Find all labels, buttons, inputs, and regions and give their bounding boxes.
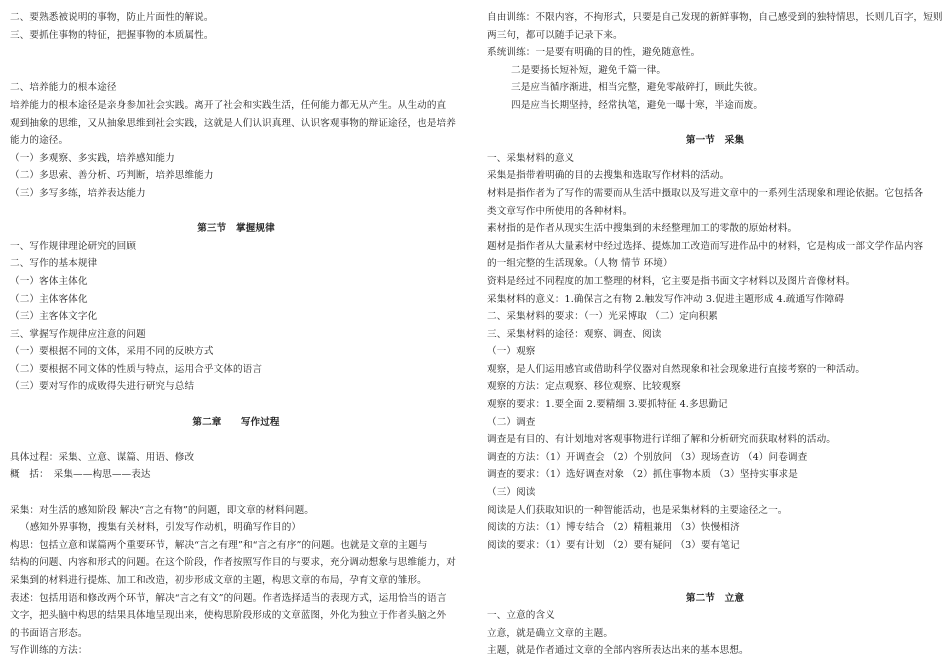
text-line: （一）观察 bbox=[487, 346, 536, 358]
text-line bbox=[10, 203, 462, 221]
text-line: 观到抽象的思维，又从抽象思维到社会实践，这就是人们认识真理、认识客观事物的辩证途径，也是培养 bbox=[10, 117, 456, 129]
text-line: 具体过程：采集、立意、谋篇、用语、修改 bbox=[10, 451, 195, 463]
text-line: 材料是指作者为了写作的需要而从生活中摄取以及写进文章中的一系列生活现象和理论依据。它包括各 bbox=[487, 187, 924, 199]
text-line: （三）阅读 bbox=[487, 487, 536, 499]
text-line: 写作训练的方法： bbox=[10, 645, 88, 657]
text-line: 资料是经过不同程度的加工整理的材料，它主要是指书面文字材料以及图片音像材料。 bbox=[487, 275, 856, 287]
text-line bbox=[487, 115, 943, 133]
text-line: 一、写作规律理论研究的回顾 bbox=[10, 240, 137, 252]
text-line: 三是应当循序渐进，相当完整，避免零敲碎打，顾此失彼。 bbox=[511, 82, 764, 94]
text-line bbox=[10, 396, 462, 414]
text-line: 培养能力的根本途径是亲身参加社会实践。离开了社会和实践生活，任何能力都无从产生。从生动的直 bbox=[10, 99, 447, 111]
text-line: 题材是指作者从大量素材中经过选择、提炼加工改造而写进作品中的材料，它是构成一部文学作品内容 bbox=[487, 240, 924, 252]
text-line: 三、要抓住事物的特征，把握事物的本质属性。 bbox=[10, 29, 214, 41]
text-line: 阅读的方法：（1）博专结合 （2）精粗兼用 （3）快慢相济 bbox=[487, 522, 740, 534]
text-line: 自由训练：不限内容，不拘形式，只要是自己发现的新鲜事物，自己感受到的独特情思，长则几百字，短则 bbox=[487, 12, 943, 23]
text-line: 观察的要求：1.要全面 2.要精细 3.要抓特征 4.多思勤记 bbox=[487, 399, 728, 411]
text-line: 文字，把头脑中构思的结果具体地呈现出来，使构思阶段形成的文章蓝图，外化为独立于作者头脑之外 bbox=[10, 610, 447, 622]
text-line: 调查的要求：（1）选好调查对象 （2）抓住事物本质 （3）坚持实事求是 bbox=[487, 469, 798, 481]
text-line: 的书面语言形态。 bbox=[10, 627, 88, 639]
text-line: 表述：包括用语和修改两个环节，解决“言之有文”的问题。作者选择适当的表现方式，运用恰当的语言 bbox=[10, 592, 447, 604]
text-line: 采集到的材料进行提炼、加工和改造，初步形成文章的主题，构思文章的布局，孕育文章的雏形。 bbox=[10, 575, 427, 586]
text-line: 观察的方法：定点观察、移位观察、比较观察 bbox=[487, 381, 681, 393]
text-line: （二）主体客体化 bbox=[10, 293, 88, 305]
text-line: （一）客体主体化 bbox=[10, 275, 88, 287]
text-line: 二、要熟悉被说明的事物，防止片面性的解说。 bbox=[10, 12, 214, 23]
text-line: 观察，是人们运用感官或借助科学仪器对自然现象和社会现象进行直接考察的一种活动。 bbox=[487, 363, 866, 375]
text-line: （一）多观察、多实践，培养感知能力 bbox=[10, 152, 175, 164]
text-line: 一、立意的含义 bbox=[487, 610, 555, 622]
section-heading: 第三节 掌握规律 bbox=[197, 223, 275, 235]
text-line: 构思：包括立意和谋篇两个重要环节，解决“言之有理”和“言之有序”的问题。也就是文章的主题与 bbox=[10, 539, 428, 551]
text-line: 采集：对生活的感知阶段 解决“言之有物”的问题，即文章的材料问题。 bbox=[10, 504, 314, 516]
text-line: 调查是有目的、有计划地对客观事物进行详细了解和分析研究而获取材料的活动。 bbox=[487, 434, 836, 446]
section-heading: 第一节 采集 bbox=[685, 135, 745, 147]
text-line: 二、培养能力的根本途径 bbox=[10, 82, 117, 94]
text-line: （一）要根据不同的文体，采用不同的反映方式 bbox=[10, 346, 214, 358]
text-line: （二）要根据不同文体的性质与特点，运用合乎文体的语言 bbox=[10, 363, 263, 375]
text-line: 素材指的是作者从现实生活中搜集到的未经整理加工的零散的原始材料。 bbox=[487, 223, 798, 235]
text-line: 主题，就是作者通过文章的全部内容所表达出来的基本思想。 bbox=[487, 645, 749, 657]
text-line: 阅读的要求：（1）要有计划 （2）要有疑问 （3）要有笔记 bbox=[487, 539, 740, 551]
text-line: （感知外界事物，搜集有关材料，引发写作动机，明确写作目的） bbox=[20, 522, 302, 534]
text-line bbox=[10, 62, 462, 80]
text-line bbox=[10, 431, 462, 449]
text-line bbox=[10, 44, 462, 62]
text-line: （三）主客体文字化 bbox=[10, 311, 98, 323]
text-line: （三）多写多练，培养表达能力 bbox=[10, 187, 146, 199]
text-line: （二）多思索、善分析、巧判断，培养思维能力 bbox=[10, 170, 214, 182]
text-line: 采集是指带着明确的目的去搜集和选取写作材料的活动。 bbox=[487, 170, 730, 182]
text-line: 结构的问题、内容和形式的问题。在这个阶段，作者按照写作目的与要求，充分调动想象与思维能力，对 bbox=[10, 557, 456, 569]
text-line: 系统训练：一是要有明确的目的性，避免随意性。 bbox=[487, 47, 701, 59]
text-line: 立意，就是确立文章的主题。 bbox=[487, 627, 614, 639]
text-line: 三、掌握写作规律应注意的问题 bbox=[10, 328, 146, 340]
text-line: 二、写作的基本规律 bbox=[10, 258, 98, 270]
right-column bbox=[487, 9, 943, 660]
text-line: 两三句，都可以随手记录下来。 bbox=[487, 29, 623, 41]
text-line: 概 括： 采集——构思——表达 bbox=[10, 469, 151, 481]
text-line: （二）调查 bbox=[487, 416, 536, 428]
text-line: 采集材料的意义：1.确保言之有物 2.触发写作冲动 3.促进主题形成 4.疏通写作障碍 bbox=[487, 293, 845, 305]
text-line: 阅读是人们获取知识的一种智能活动，也是采集材料的主要途径之一。 bbox=[487, 504, 788, 516]
text-line: 三、采集材料的途径：观察、调查、阅读 bbox=[487, 328, 662, 340]
text-line: 能力的途径。 bbox=[10, 135, 69, 147]
text-line bbox=[10, 484, 462, 502]
section-heading: 第二节 立意 bbox=[685, 592, 745, 604]
text-line bbox=[487, 572, 943, 590]
text-line: 二是要扬长短补短，避免千篇一律。 bbox=[511, 64, 667, 76]
section-heading: 第二章 写作过程 bbox=[192, 416, 280, 428]
text-line: 二、采集材料的要求：（一）光采博取 （二）定向积累 bbox=[487, 311, 718, 323]
text-line: 调查的方法：（1）开调查会 （2）个别放问 （3）现场查访 （4）问卷调查 bbox=[487, 451, 808, 463]
text-line: 一、采集材料的意义 bbox=[487, 152, 575, 164]
text-line: （三）要对写作的成败得失进行研究与总结 bbox=[10, 381, 195, 393]
text-line: 的一组完整的生活现象。（人物 情节 环境） bbox=[487, 258, 673, 270]
text-line: 类文章写作中所使用的各种材料。 bbox=[487, 205, 633, 217]
left-column bbox=[10, 9, 462, 660]
text-line bbox=[487, 554, 943, 572]
text-line: 四是应当长期坚持，经常执笔，避免一曝十寒，半途而废。 bbox=[511, 99, 764, 111]
